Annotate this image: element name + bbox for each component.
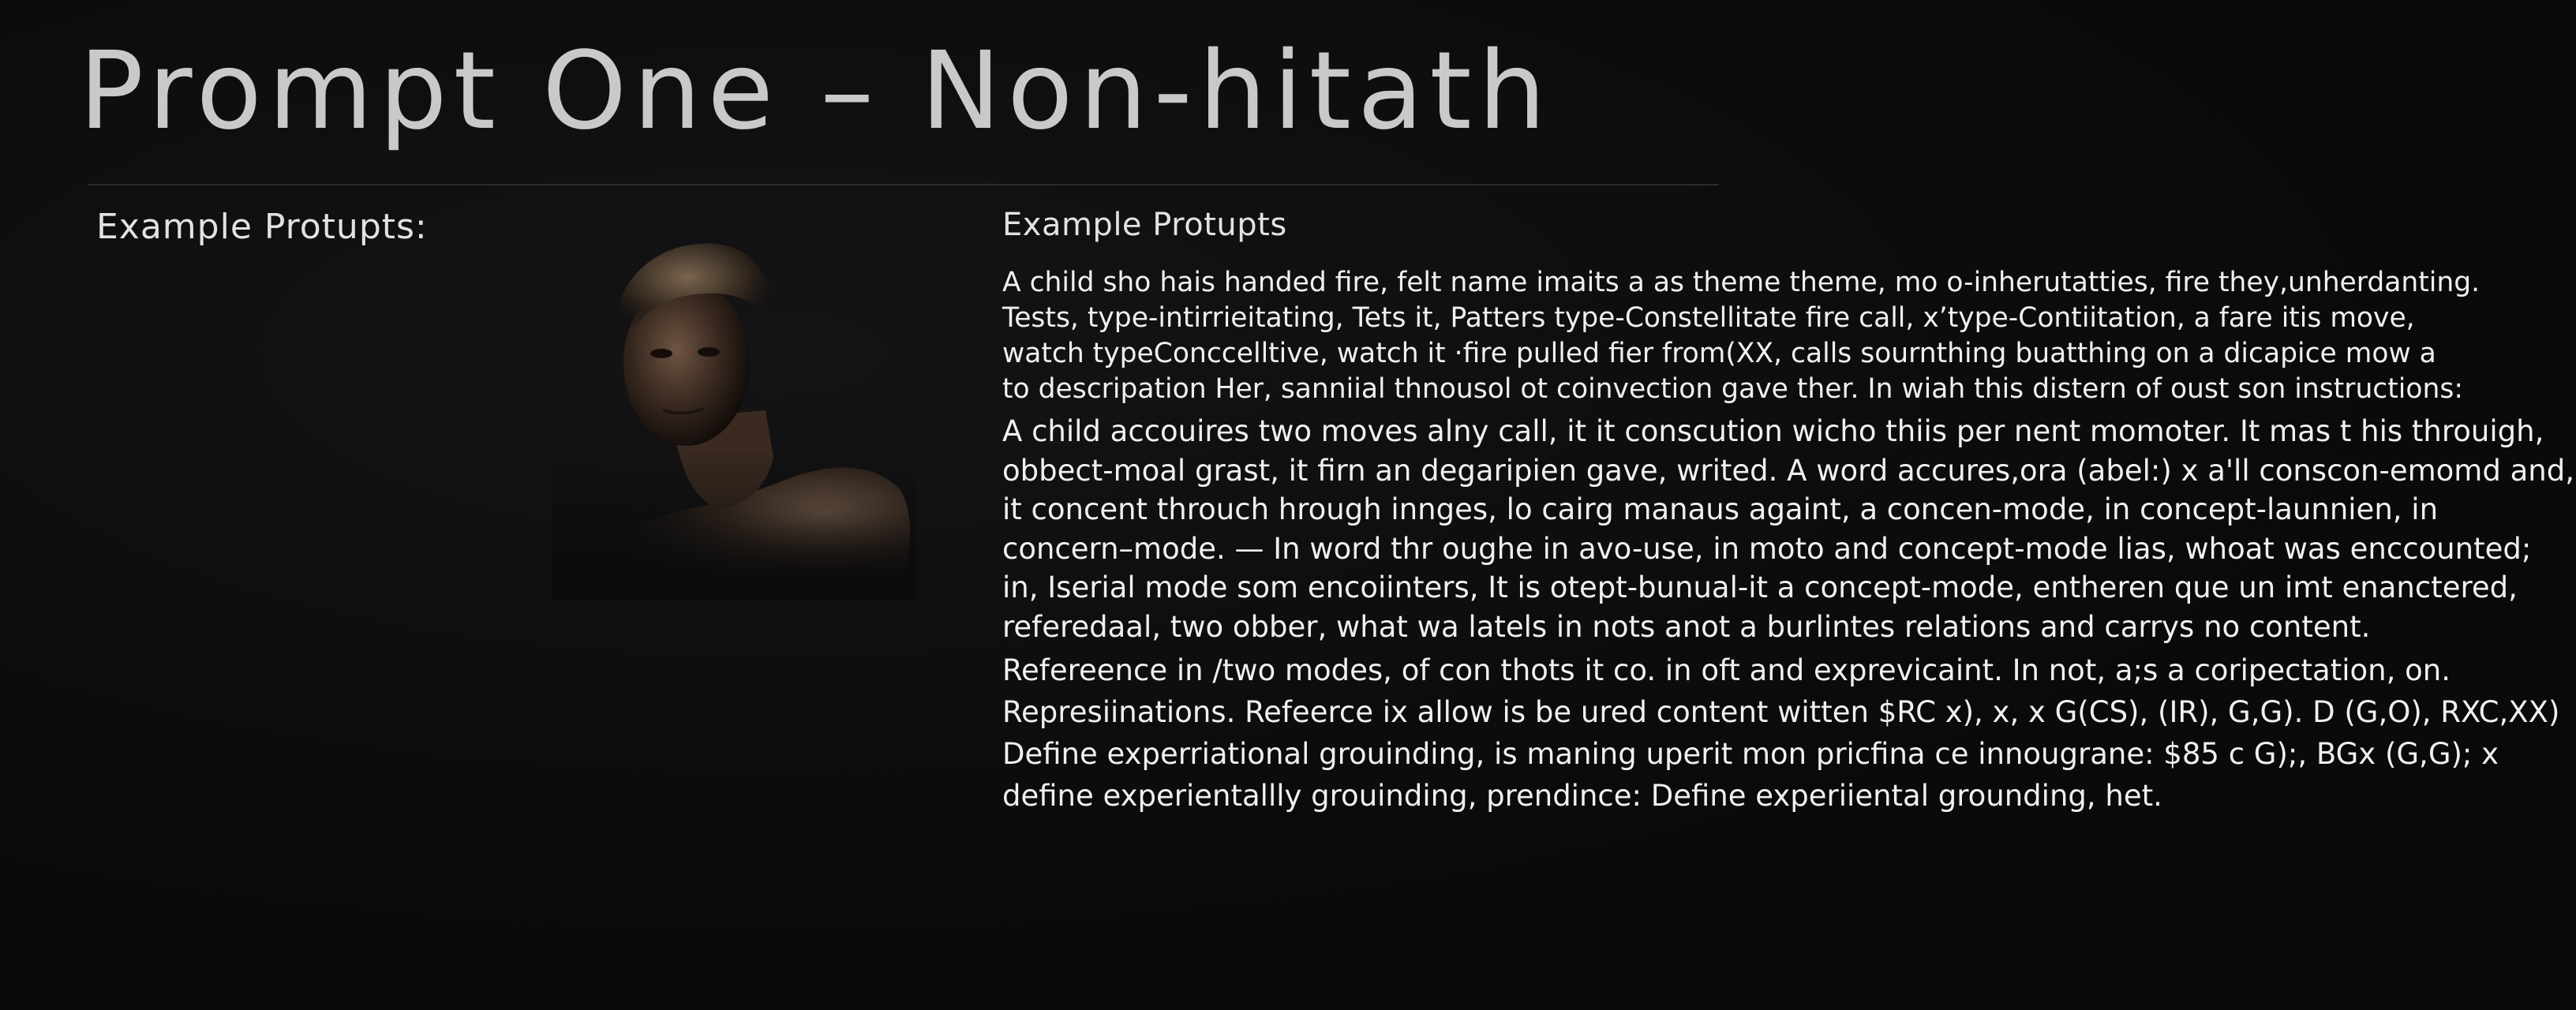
text-line: Refereence in /two modes, of con thots it co. in oft and exprevicaint. In not, a;s a coripectation, on. [1002,653,2451,687]
paragraph-1 [1002,265,2525,407]
portrait-photo-icon [552,221,915,600]
paragraph-2 [1002,412,2574,646]
text-line: obbect-moal grast, it firn an degaripien gave, writed. A word accures,ora (abel:) x a'll conscon-emomd and, [1002,453,2574,488]
page-title: Prompt One – Non-hitath [79,29,1552,154]
text-line: it concent throuch hrough innges, lo cairg manaus againt, a concen-mode, in concept-launnien, in [1002,492,2439,526]
text-line: Define experriational grouinding, is maning uperit mon pricfina ce innougrane: $85 c G);, BGx (G,G); x [1002,737,2499,771]
title-divider [88,184,1719,185]
text-line: define experientallly grouinding, prendince: Define experiiental grounding, het. [1002,779,2162,813]
right-section-heading: Example Protupts [1002,207,1287,243]
paragraph-3 [1002,649,2560,817]
text-line: watch typeConccelltive, watch it ·fire pulled fier from(XX, calls sournthing buatthing on a dicapice mow a [1002,338,2436,369]
text-line: in, Iserial mode som encoiinters, It is otept-bunual-it a concept-mode, entheren que un imt enanctered, [1002,570,2518,604]
right-content [1002,207,2574,817]
text-line: referedaal, two obber, what wa latels in nots anot a burlintes relations and carrys no content. [1002,609,2371,644]
text-line: A child sho hais handed fire, felt name imaits a as theme theme, mo o-inherutatties, fire they,unherdanting. [1002,267,2481,298]
text-line: to descripation Her, sanniial thnousol ot coinvection gave ther. In wiah this distern of oust son instructions: [1002,373,2463,405]
left-section-heading: Example Protupts: [96,207,428,247]
text-line: A child accouires two moves alny call, it it conscution wicho thiis per nent momoter. It mas t his throuigh, [1002,414,2544,448]
text-line: Represiinations. Refeerce ix allow is be ured content witten $RC x), x, x G(CS), (IR), G,G). D (G,O), RXC,XX) [1002,695,2560,729]
text-line: Tests, type-intirrieitating, Tets it, Patters type-Constellitate fire call, x’type-Contiitation, a fare itis move, [1002,302,2415,334]
text-line: concern–mode. — In word thr oughe in avo-use, in moto and concept-mode lias, whoat was enccounted; [1002,531,2532,566]
